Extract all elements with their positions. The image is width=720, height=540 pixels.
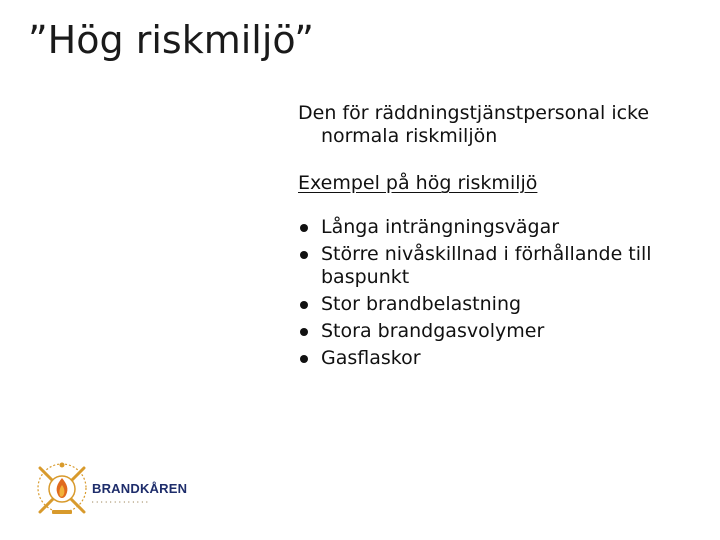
bullet-dot-icon [300, 328, 308, 336]
bullet-item [298, 347, 698, 370]
bullet-text: Större nivåskillnad i förhållande till baspunkt [321, 242, 652, 288]
brandkaren-logo [34, 460, 188, 520]
bullet-dot-icon [300, 301, 308, 309]
bullet-text: Gasflaskor [321, 347, 421, 370]
definition-text: Den för räddningstjänstpersonal icke normala riskmiljön [298, 102, 650, 148]
bullet-text: Stora brandgasvolymer [321, 320, 545, 343]
logo-tagline-stripe: • • • • • • • • • • • • • [92, 499, 149, 504]
bullet-list [298, 216, 698, 371]
bullet-dot-icon [300, 355, 308, 363]
bullet-text: Stor brandbelastning [321, 293, 522, 316]
bullet-item [298, 320, 698, 343]
bullet-item [298, 243, 698, 289]
example-heading: Exempel på hög riskmiljö [298, 172, 538, 195]
slide-content [298, 102, 698, 375]
brandkaren-emblem-icon [34, 460, 90, 520]
bullet-item [298, 293, 698, 316]
bullet-dot-icon [300, 251, 308, 259]
slide-title: ”Hög riskmiljö” [28, 18, 314, 62]
bullet-text: Långa inträngningsvägar [321, 215, 560, 238]
bullet-dot-icon [300, 224, 308, 232]
logo-name: BRANDKÅREN [92, 481, 188, 496]
bullet-item [298, 216, 698, 239]
